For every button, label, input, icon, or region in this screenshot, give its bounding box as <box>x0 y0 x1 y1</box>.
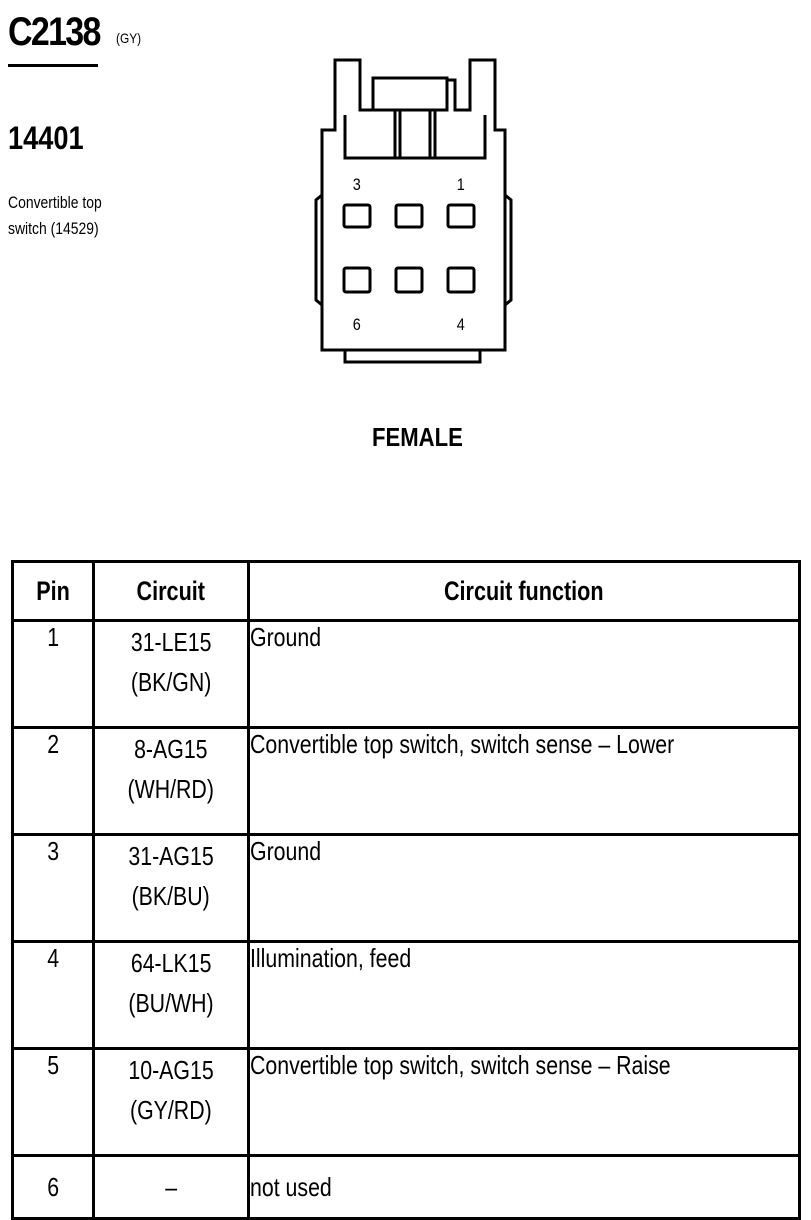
circuit-cell: 8-AG15 (WH/RD) <box>94 728 249 835</box>
pin-cell: 1 <box>13 621 94 728</box>
connector-color-code: (GY) <box>116 30 142 46</box>
table-row <box>13 1049 800 1156</box>
pin-label-6: 6 <box>352 315 361 334</box>
table-header-row <box>13 562 800 621</box>
table-row <box>13 942 800 1049</box>
cavity-3 <box>344 205 370 227</box>
function-cell: Convertible top switch, switch sense – Lower <box>249 728 800 835</box>
circuit-cell: – <box>94 1156 249 1219</box>
connector-header <box>8 10 208 238</box>
connector-description <box>8 190 102 242</box>
table-row <box>13 835 800 942</box>
table-row <box>13 1156 800 1219</box>
pin-cell: 2 <box>13 728 94 835</box>
circuit-cell: 10-AG15 (GY/RD) <box>94 1049 249 1156</box>
function-cell: Illumination, feed <box>249 942 800 1049</box>
pin-label-4: 4 <box>456 315 465 334</box>
description-line-1: Convertible top <box>8 193 102 212</box>
header-pin: Pin <box>13 562 94 621</box>
cavity-1 <box>448 205 474 227</box>
function-cell: Ground <box>249 835 800 942</box>
cavity-2 <box>396 205 422 227</box>
function-cell: Ground <box>249 621 800 728</box>
table-row <box>13 728 800 835</box>
pin-cell: 3 <box>13 835 94 942</box>
pin-cell: 4 <box>13 942 94 1049</box>
circuit-cell: 31-AG15 (BK/BU) <box>94 835 249 942</box>
circuit-cell: 64-LK15 (BU/WH) <box>94 942 249 1049</box>
connector-gender: FEMALE <box>372 422 463 452</box>
cavity-4 <box>448 268 474 292</box>
connector-face-diagram <box>300 50 530 370</box>
header-function: Circuit function <box>249 562 800 621</box>
cavity-5 <box>396 268 422 292</box>
pin-label-3: 3 <box>352 175 361 194</box>
pin-table <box>11 560 801 1220</box>
function-cell: Convertible top switch, switch sense – Raise <box>249 1049 800 1156</box>
cavity-6 <box>344 268 370 292</box>
connector-id: C2138 <box>8 10 100 54</box>
circuit-cell: 31-LE15 (BK/GN) <box>94 621 249 728</box>
connector-outline <box>300 50 530 370</box>
pin-label-1: 1 <box>456 175 465 194</box>
function-cell: not used <box>249 1156 800 1219</box>
table-row <box>13 621 800 728</box>
pin-cell: 5 <box>13 1049 94 1156</box>
pin-cell: 6 <box>13 1156 94 1219</box>
part-number: 14401 <box>8 120 84 156</box>
header-rule <box>8 64 98 67</box>
description-line-2: switch (14529) <box>8 219 99 238</box>
header-circuit: Circuit <box>94 562 249 621</box>
